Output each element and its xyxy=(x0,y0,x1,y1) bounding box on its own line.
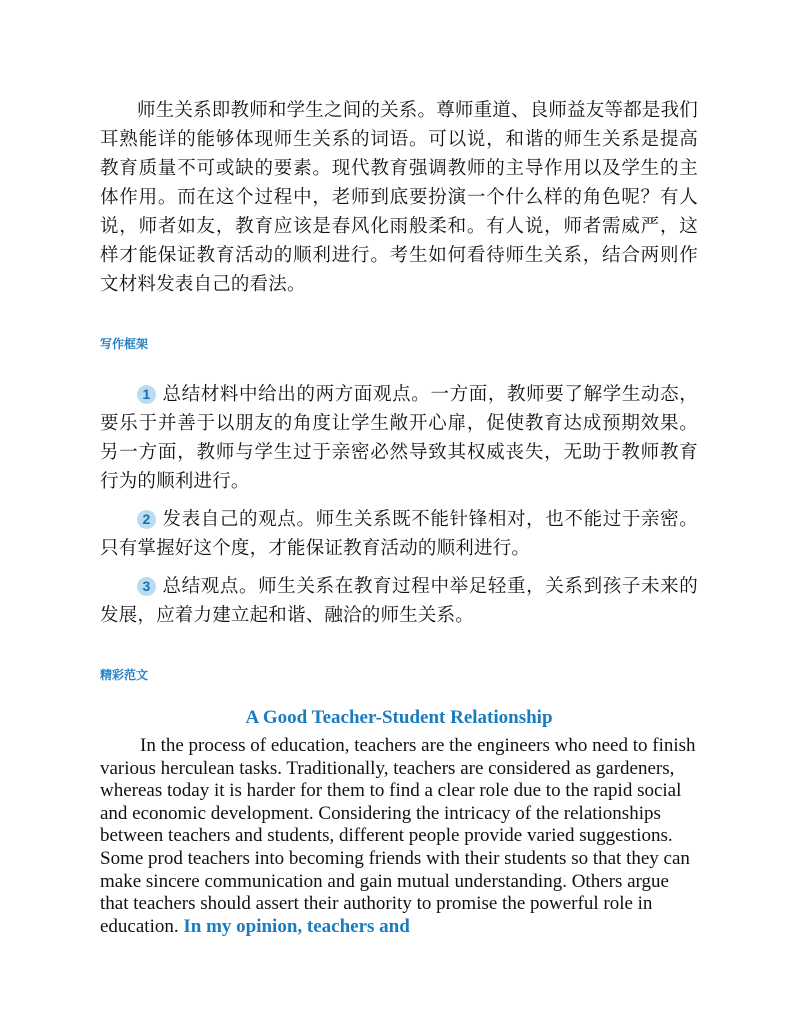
intro-paragraph: 师生关系即教师和学生之间的关系。尊师重道、良师益友等都是我们耳熟能详的能够体现师生关系的词语。可以说，和谐的师生关系是提高教育质量不可或缺的要素。现代教育强调教师的主导作用以及学生的主体作用。而在这个过程中，老师到底要扮演一个什么样的角色呢？有人说，师者如友，教育应该是春风化雨般柔和。有人说，师者需威严，这样才能保证教育活动的顺利进行。考生如何看待师生关系，结合两则作文材料发表自己的看法。 xyxy=(100,100,699,295)
number-badge-1: 1 xyxy=(137,385,156,404)
essay-title: A Good Teacher-Student Relationship xyxy=(245,707,553,728)
framework-item-1 xyxy=(100,380,698,496)
sample-essay-heading: 精彩范文 xyxy=(100,668,149,682)
number-badge-3: 3 xyxy=(137,577,156,596)
framework-item-3 xyxy=(100,572,698,630)
framework-item-text-3: 总结观点。师生关系在教育过程中举足轻重，关系到孩子未来的发展，应着力建立起和谐、融洽的师生关系。 xyxy=(100,576,698,626)
number-badge-2: 2 xyxy=(137,510,156,529)
framework-item-2 xyxy=(100,505,698,563)
framework-item-text-2: 发表自己的观点。师生关系既不能针锋相对，也不能过于亲密。只有掌握好这个度，才能保证教育活动的顺利进行。 xyxy=(100,509,698,559)
framework-list xyxy=(100,380,698,630)
essay-body-text: In the process of education, teachers are the engineers who need to finish various herculean tasks. Traditionally, teachers are considered as gardeners, whereas today it is harder for them to find a clear role due to the rapid social and economic development. Considering the intricacy of the relationships between teachers and students, different people provide varied suggestions. Some prod teachers into becoming friends with their students so that they can make sincere communication and gain mutual understanding. Others argue that teachers should assert their authority to promise the powerful role in education. xyxy=(100,735,696,937)
framework-heading: 写作框架 xyxy=(100,337,149,351)
framework-item-text-1: 总结材料中给出的两方面观点。一方面，教师要了解学生动态，要乐于并善于以朋友的角度让学生敞开心扉，促使教育达成预期效果。另一方面，教师与学生过于亲密必然导致其权威丧失，无助于教师教育行为的顺利进行。 xyxy=(100,384,698,492)
essay-paragraph xyxy=(100,735,698,938)
document-page xyxy=(100,96,698,938)
essay-highlight-text: In my opinion, teachers and xyxy=(183,915,410,937)
